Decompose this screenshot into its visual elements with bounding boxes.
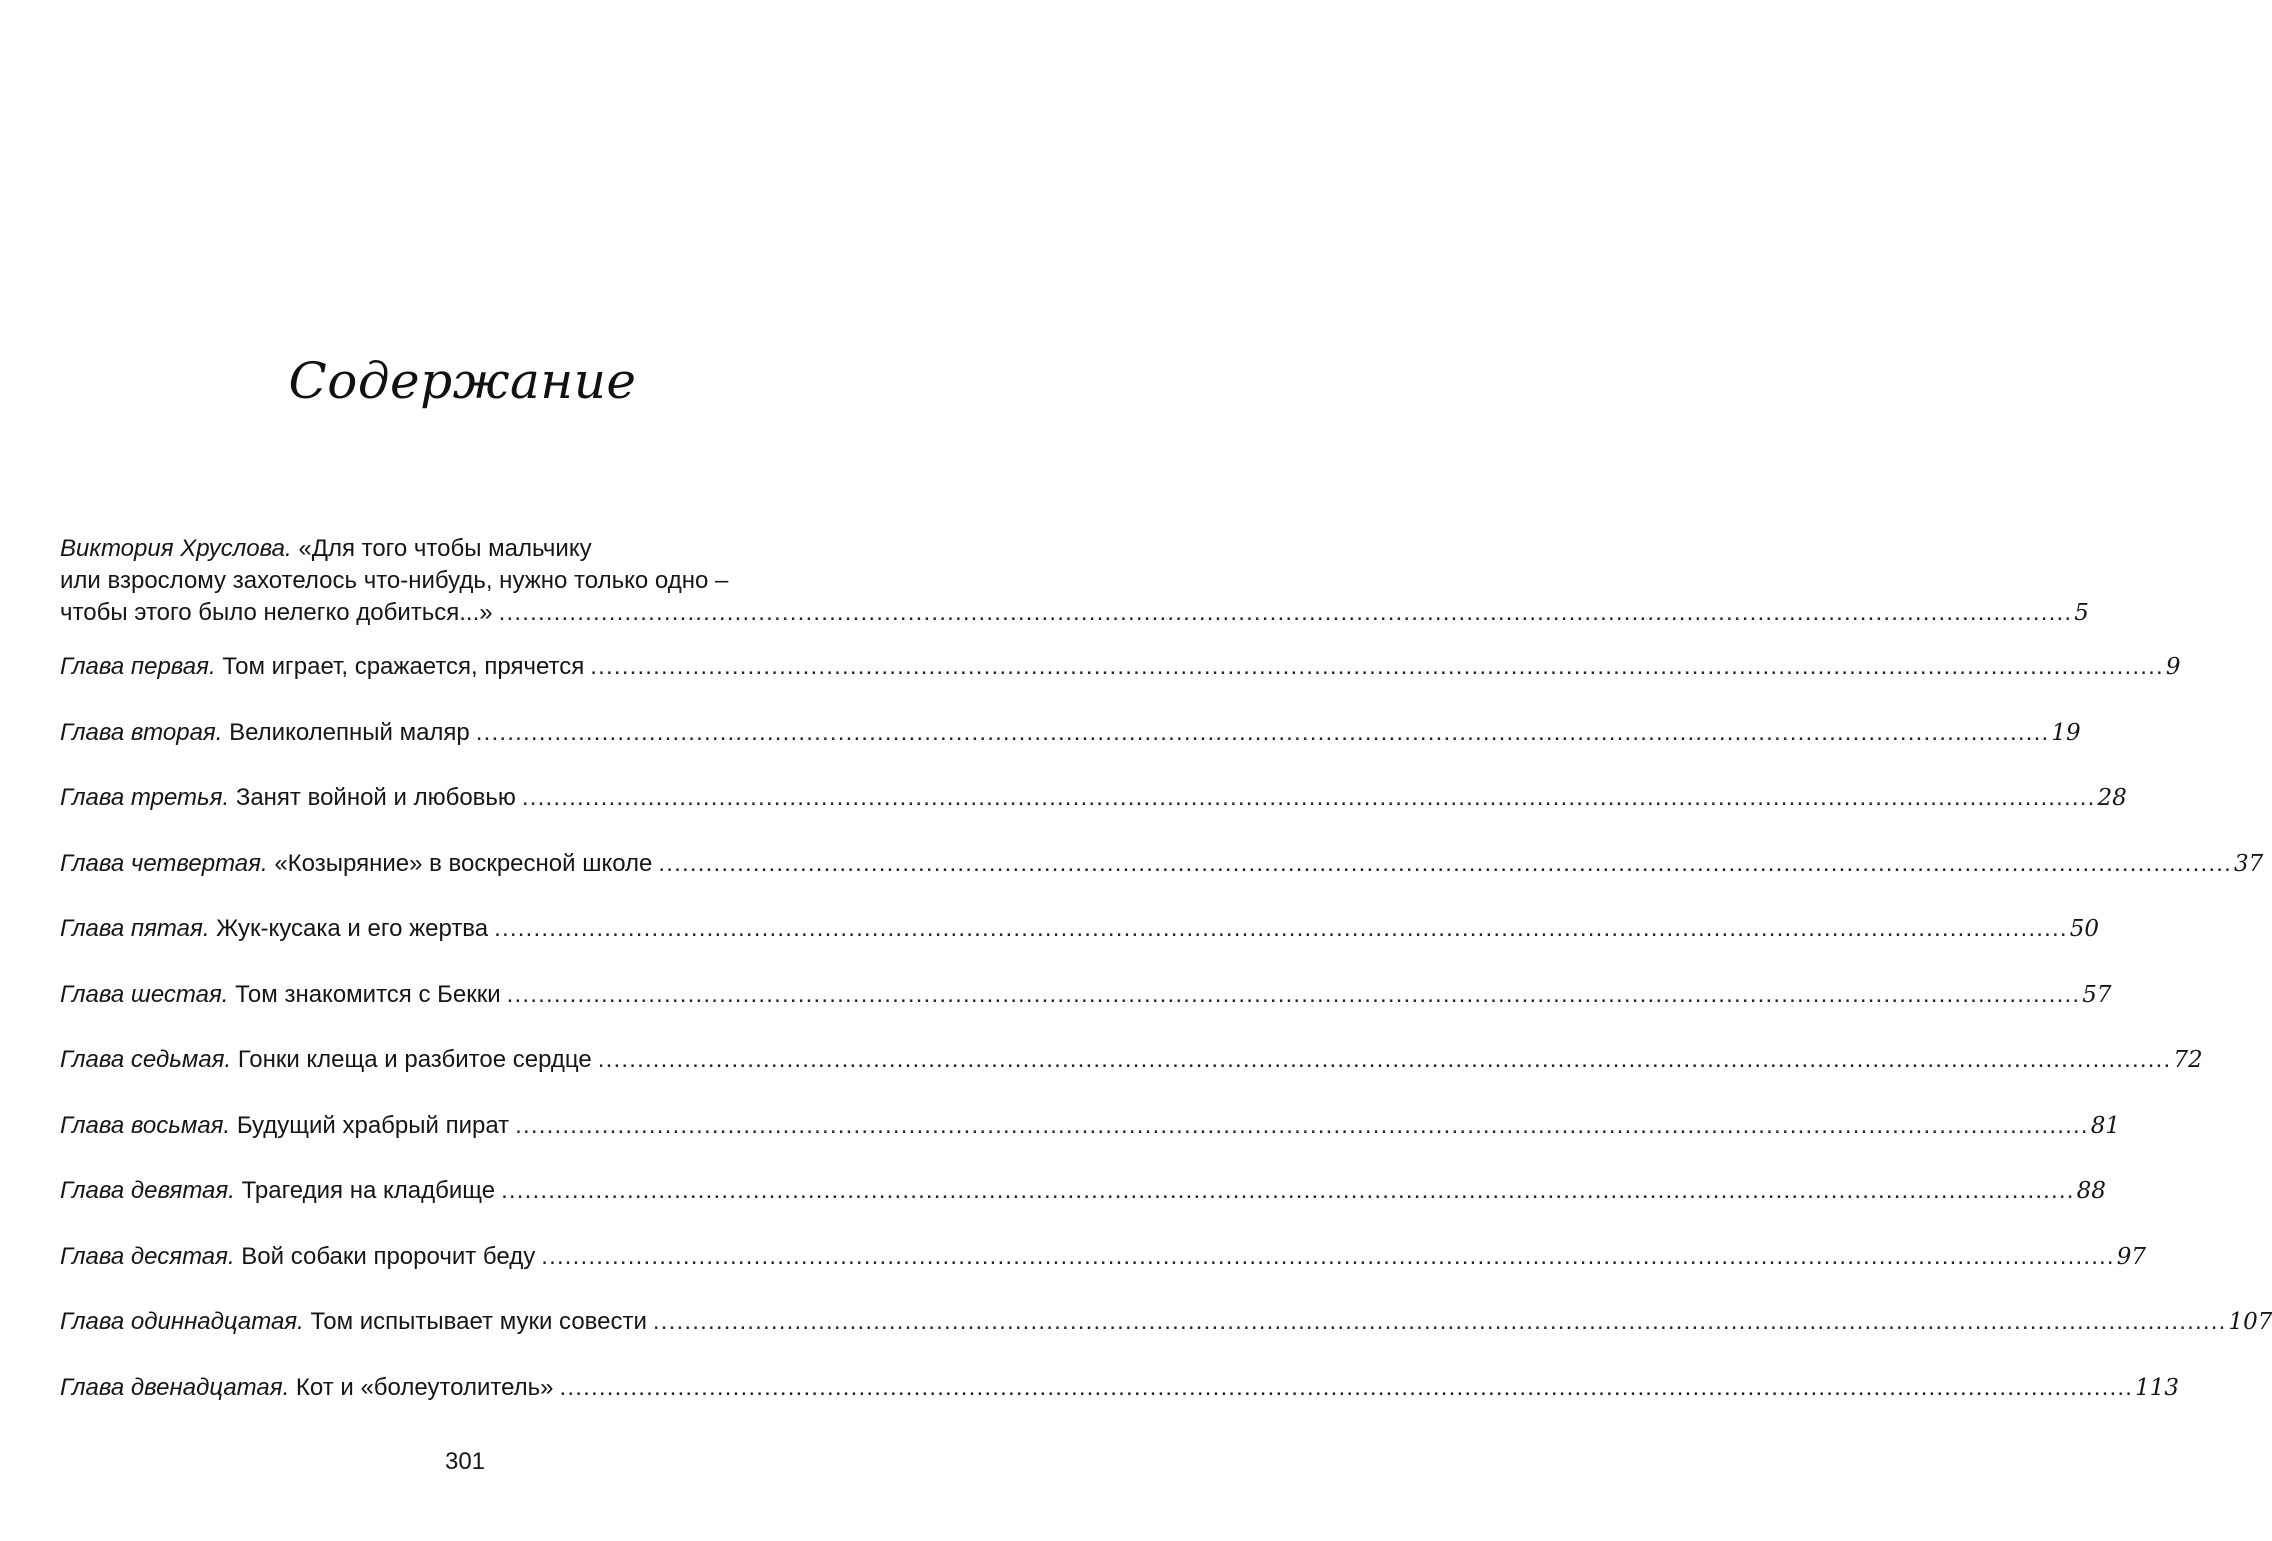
chapter-title: Великолепный маляр [229,718,470,746]
chapter-label: Глава седьмая. [60,1046,232,1073]
toc-line [60,913,2100,945]
toc-line [60,565,865,597]
toc-page-number: 97 [2116,1243,2147,1270]
toc-entry [60,1372,2180,1404]
toc-line [60,782,2127,814]
dot-leader: ........................................................................................................................................................................................................ [521,784,2096,811]
chapter-title: Том знакомится с Бекки [235,980,501,1008]
toc-page-number: 81 [2090,1112,2121,1139]
chapter-label: Глава девятая. [60,1177,235,1204]
chapter-title: Том испытывает муки совести [310,1308,647,1335]
table-of-contents [60,533,2272,1437]
dot-leader: ........................................................................................................................................................................................................ [494,915,2068,942]
toc-entry [60,1110,2121,1142]
chapter-title: Занят войной и любовью [235,784,516,811]
toc-page-number: 107 [2228,1309,2272,1335]
chapter-label: Глава вторая. [60,718,223,746]
toc-title-part: чтобы этого было нелегко добиться...» [60,599,493,626]
dot-leader: ........................................................................................................................................................................................................ [506,980,2081,1008]
chapter-title: Том играет, сражается, прячется [222,653,585,680]
toc-page-number: 113 [2135,1374,2180,1401]
toc-page-number: 57 [2082,981,2112,1008]
toc-page-number: 88 [2076,1178,2106,1204]
chapter-title: «Козыряние» в воскресной школе [274,849,653,877]
toc-entry [60,1175,2106,1207]
chapter-label: Глава шестая. [60,980,229,1008]
chapter-label: Глава четвертая. [60,849,268,877]
toc-line [60,1306,2272,1338]
toc-line [60,1241,2147,1273]
chapter-title: Будущий храбрый пират [236,1111,510,1139]
chapter-title: Трагедия на кладбище [241,1177,496,1204]
chapter-label: Глава десятая. [60,1242,235,1270]
toc-page-number: 50 [2069,916,2100,942]
dot-leader: ........................................................................................................................................................................................................ [475,718,2050,746]
toc-entry [60,1241,2147,1273]
toc-entry [60,782,2127,814]
toc-entry-intro [60,533,2089,629]
toc-line [60,597,2089,629]
toc-line [60,1044,2203,1076]
toc-line [60,651,2181,683]
toc-entry [60,1306,2272,1338]
dot-leader: ........................................................................................................................................................................................................ [597,1046,2172,1073]
toc-entry [60,848,2264,880]
toc-line [60,1110,2121,1142]
chapter-title: Гонки клеща и разбитое сердце [237,1046,592,1073]
toc-page-number: 72 [2173,1047,2203,1073]
dot-leader: ........................................................................................................................................................................................................ [515,1111,2089,1139]
toc-page-number: 37 [2234,850,2264,877]
toc-line [60,1372,2180,1404]
toc-page-number: 28 [2097,785,2127,811]
toc-line [60,717,2081,749]
toc-entry [60,651,2181,683]
chapter-label: Глава пятая. [60,915,210,942]
toc-page-number: 19 [2051,719,2081,746]
dot-leader: ........................................................................................................................................................................................................ [541,1242,2115,1270]
toc-page-number: 9 [2165,654,2181,680]
page-number-folio: 301 [444,1448,486,1475]
dot-leader: ........................................................................................................................................................................................................ [559,1373,2134,1401]
chapter-label: Глава третья. [60,784,230,811]
toc-line [60,848,2264,880]
dot-leader: ........................................................................................................................................................................................................ [590,653,2164,680]
chapter-label: Глава одиннадцатая. [60,1308,304,1335]
toc-author: Виктория Хруслова. [60,535,292,562]
dot-leader: ........................................................................................................................................................................................................ [498,599,2073,626]
toc-title-part: или взрослому захотелось что-нибудь, нужно только одно – [60,567,729,594]
page-title: Содержание [288,352,637,410]
dot-leader: ........................................................................................................................................................................................................ [501,1177,2075,1204]
toc-line [60,979,2112,1011]
chapter-list [60,651,2272,1404]
toc-title-part: «Для того чтобы мальчику [298,535,592,562]
toc-entry [60,979,2112,1011]
chapter-title: Жук-кусака и его жертва [216,915,489,942]
toc-line [60,1175,2106,1207]
dot-leader: ........................................................................................................................................................................................................ [652,1308,2227,1335]
chapter-label: Глава двенадцатая. [60,1373,290,1401]
toc-line [60,533,865,565]
chapter-label: Глава первая. [60,653,216,680]
toc-entry [60,1044,2203,1076]
chapter-title: Кот и «болеутолитель» [295,1373,554,1401]
toc-entry [60,913,2100,945]
toc-entry [60,717,2081,749]
chapter-label: Глава восьмая. [60,1111,231,1139]
dot-leader: ........................................................................................................................................................................................................ [658,849,2232,877]
toc-page-number: 5 [2074,600,2089,626]
chapter-title: Вой собаки пророчит беду [241,1242,536,1270]
